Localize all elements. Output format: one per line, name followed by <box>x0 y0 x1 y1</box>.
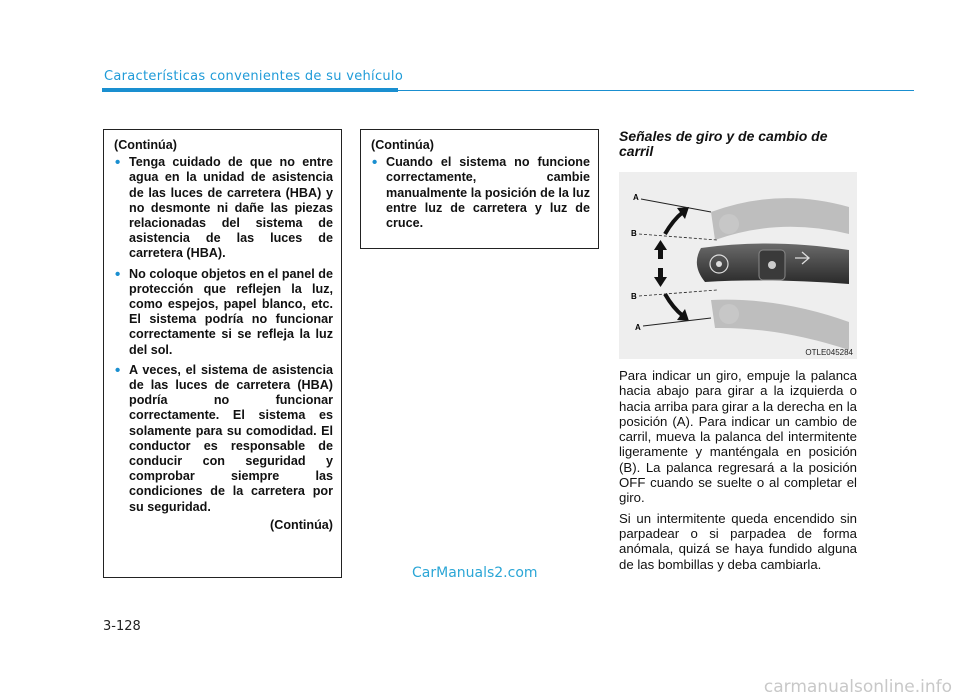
lever-illustration <box>619 172 857 359</box>
turn-signal-lever-figure <box>619 172 857 359</box>
footer-watermark: carmanualsonline.info <box>763 677 952 697</box>
continued-foot: (Continúa) <box>270 517 333 532</box>
caution-item: • No coloque objetos en el panel de protección que reflejen la luz, como espejos, papel blanco, etc. El sistema podría no funcionar correctamente si se refleja la luz del sol. <box>115 265 333 357</box>
body-paragraph: Para indicar un giro, empuje la palanca hacia abajo para girar a la izquierda o hacia arriba para girar a la derecha en la posición (A). Para indicar un cambio de carril, mueva la palanca del intermitente ligeramente y manténgala en posición (B). La palanca regresará a la posición OFF cuando se suelte o al completar el giro. <box>619 368 857 506</box>
watermark-link[interactable]: CarManuals2.com <box>412 565 538 581</box>
caution-item: • A veces, el sistema de asistencia de las luces de carretera (HBA) podría no funcionar correctamente. El sistema es solamente para su comodidad. El conductor es responsable de conducir con seguridad y comprobar siempre las condiciones de la carretera por su seguridad. <box>115 361 333 514</box>
continued-head: (Continúa) <box>114 138 177 152</box>
caution-item: • Cuando el sistema no funcione correctamente, cambie manualmente la posición de la luz entre luz de carretera y luz de cruce. <box>372 154 590 231</box>
caution-list <box>114 155 333 515</box>
bullet-icon: • <box>115 361 121 379</box>
figure-label-a-top: A <box>633 193 639 202</box>
bullet-icon: • <box>115 154 121 172</box>
caution-box-middle <box>360 129 599 249</box>
caution-box-left <box>103 129 342 578</box>
caution-list <box>371 155 590 231</box>
body-paragraph: Si un intermitente queda encendido sin parpadear o si parpadea de forma anómala, quizá se haya fundido alguna de las bombillas y deba cambiarla. <box>619 510 857 572</box>
figure-label-b-top: B <box>631 229 637 238</box>
ghost-lever-down <box>711 300 849 350</box>
bullet-icon: • <box>115 265 121 283</box>
header-rule-thin <box>398 90 914 91</box>
continued-head: (Continúa) <box>371 138 434 152</box>
header-rule-thick <box>102 88 398 92</box>
main-lever <box>697 243 849 284</box>
section-body <box>619 368 857 577</box>
figure-code: OTLE045284 <box>805 348 853 357</box>
figure-label-b-bottom: B <box>631 292 637 301</box>
ghost-lever-up <box>711 198 849 240</box>
page-number: 3-128 <box>103 619 141 634</box>
caution-item: • Tenga cuidado de que no entre agua en la unidad de asistencia de las luces de carretera (HBA) y no desmonte ni dañe las piezas relacionadas del sistema de asistencia de las luces de carretera (HBA). <box>115 154 333 261</box>
bullet-icon: • <box>372 154 378 172</box>
section-header-title: Características convenientes de su vehículo <box>104 69 404 84</box>
figure-label-a-bottom: A <box>635 323 641 332</box>
section-title: Señales de giro y de cambio de carril <box>619 128 828 159</box>
